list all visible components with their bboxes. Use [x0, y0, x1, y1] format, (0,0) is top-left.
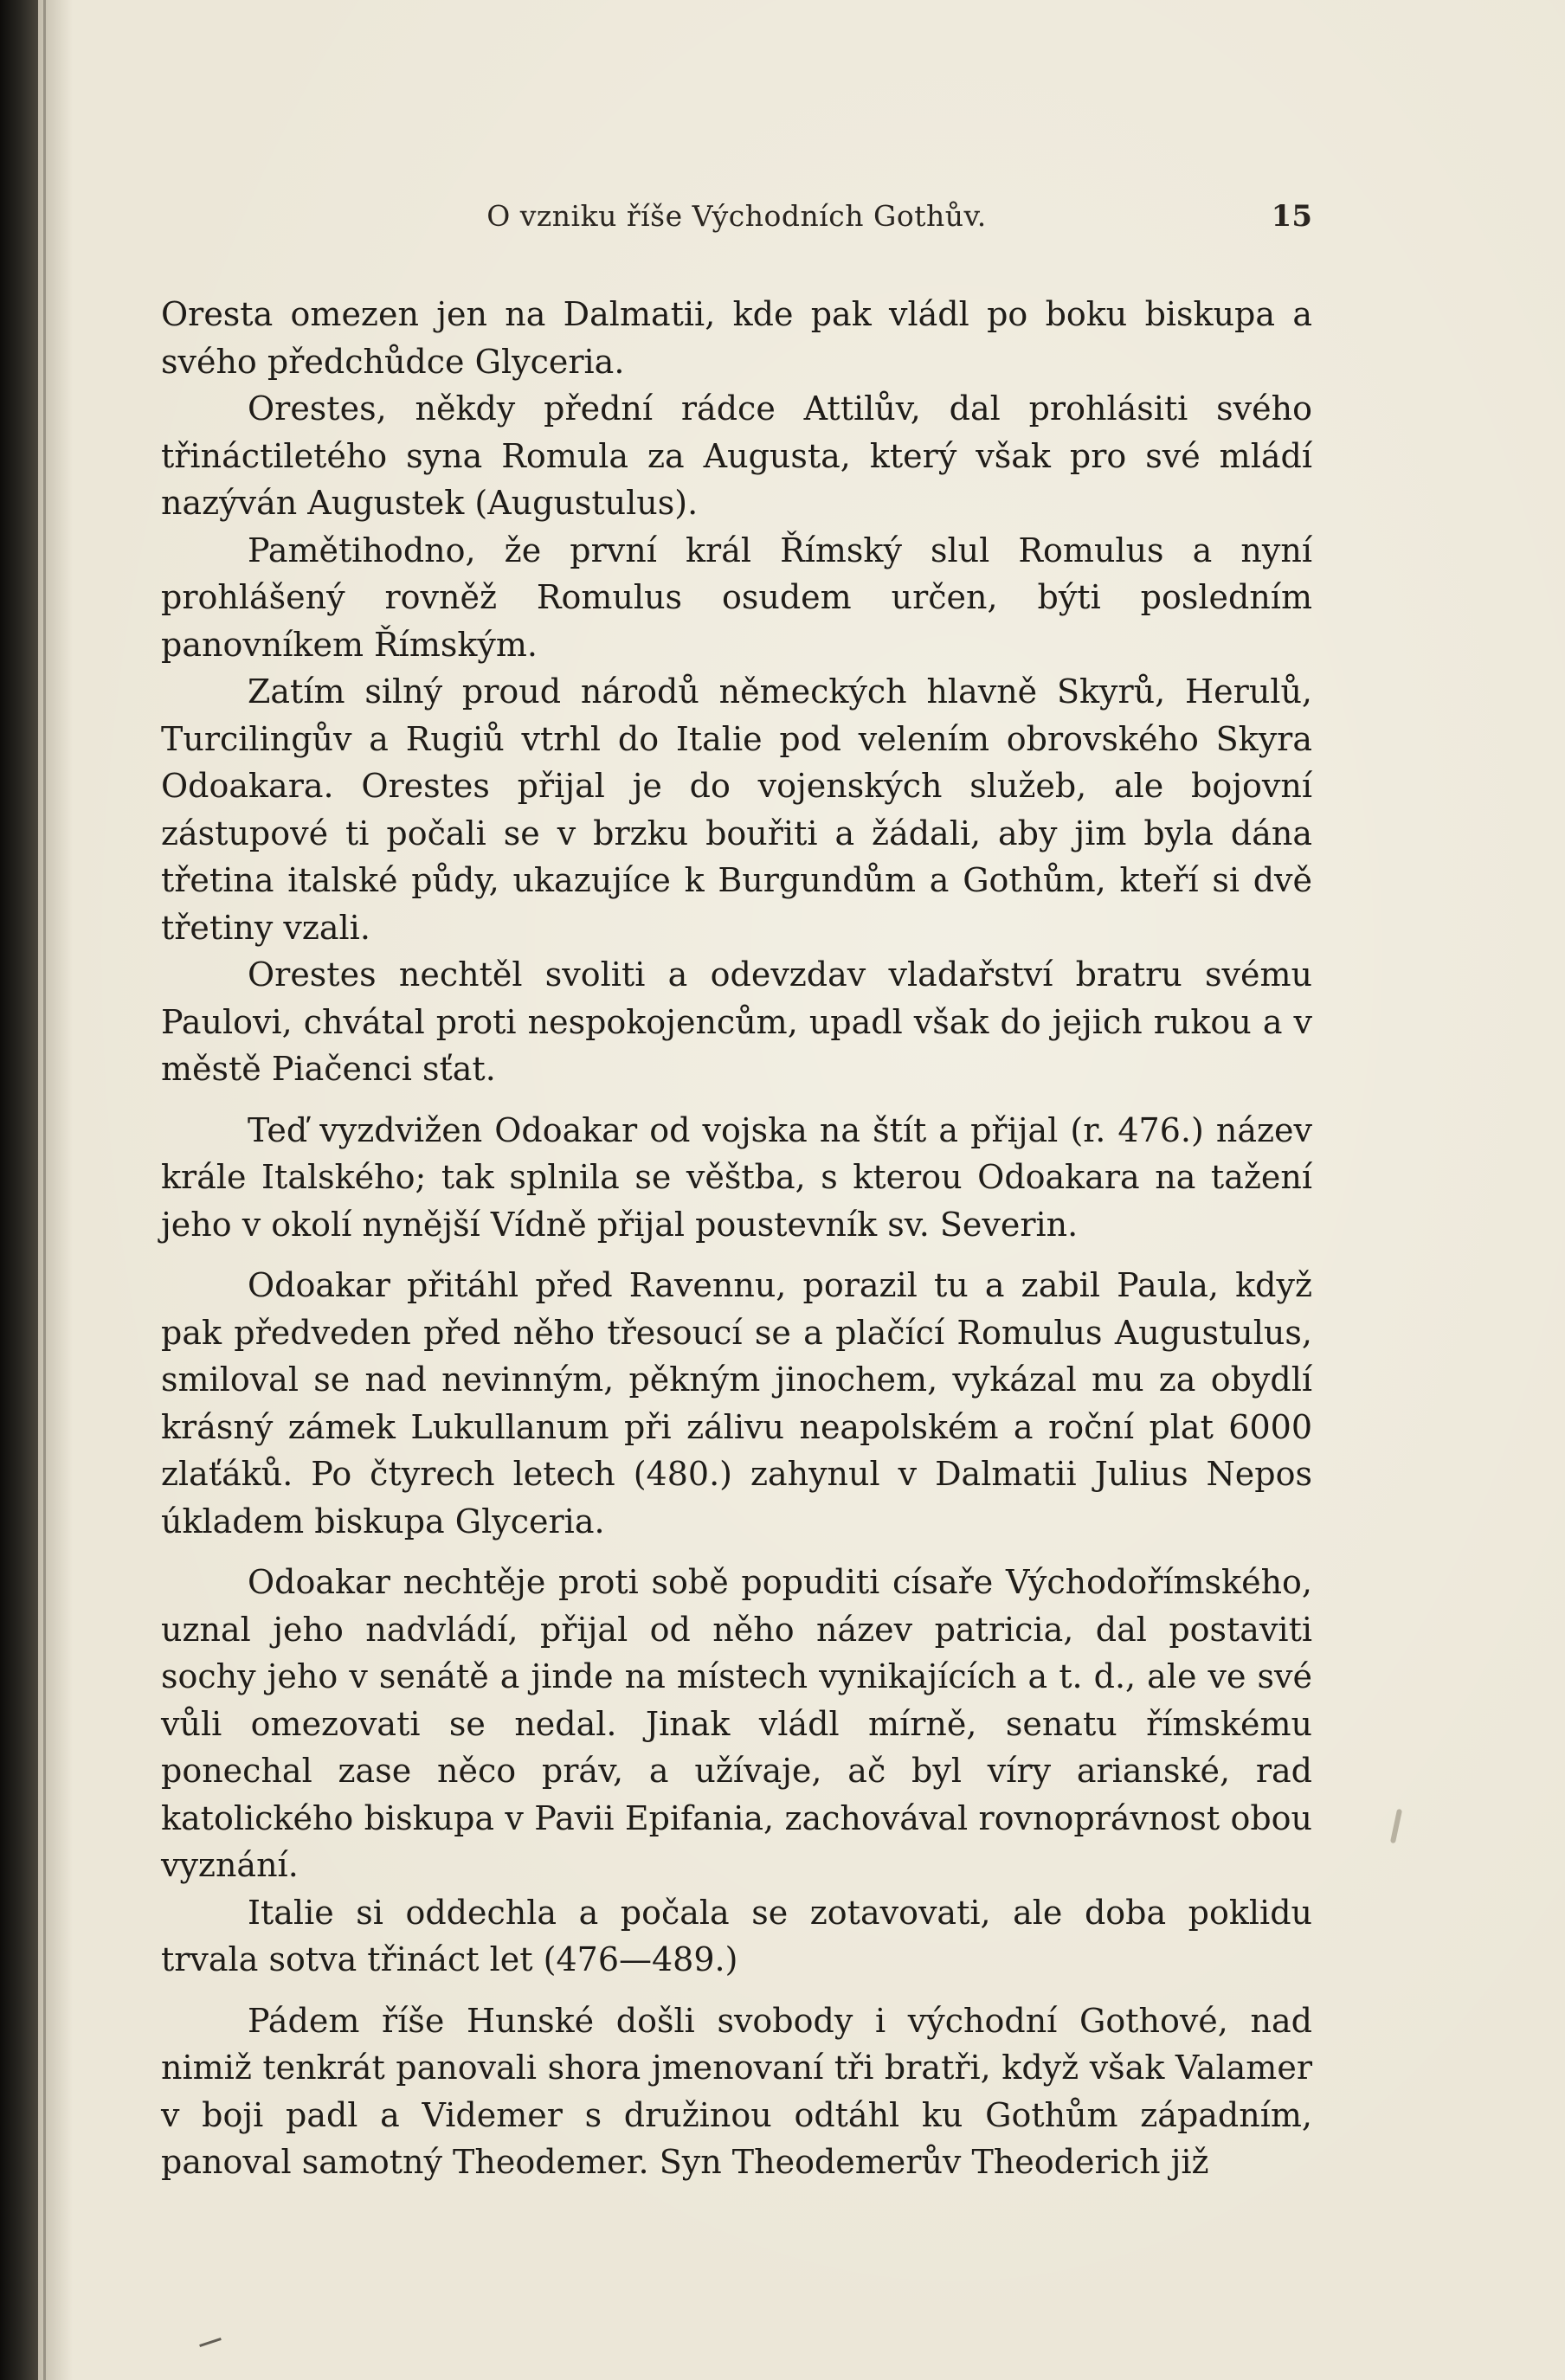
running-title: O vzniku říše Východních Gothův.: [486, 199, 987, 233]
paragraph: Teď vyzdvižen Odoakar od vojska na štít a přijal (r. 476.) název krále Italského; tak splnila se věštba, s kterou Odoakara na tažení jeho v okolí nynější Vídně přijal poustevník sv. Severin.: [161, 1110, 1312, 1244]
page-number: 15: [1271, 199, 1312, 234]
body-text: [161, 291, 1312, 2186]
paragraph: Odoakar přitáhl před Ravennu, porazil tu a zabil Paula, když pak předveden před něho třesoucí se a plačící Romulus Augustulus, smiloval se nad nevinným, pěkným jinochem, vykázal mu za obydlí krásný zámek Lukullanum při zálivu neapolském a roční plat 6000 zlaťáků. Po čtyrech letech (480.) zahynul v Dalmatii Julius Nepos úkladem biskupa Glyceria.: [161, 1266, 1312, 1541]
paragraph: Orestes nechtěl svoliti a odevzdav vladařství bratru svému Paulovi, chvátal proti nespokojencům, upadl však do jejich rukou a v městě Piačenci sťat.: [161, 955, 1312, 1088]
paragraph-continuation: Oresta omezen jen na Dalmatii, kde pak vládl po boku biskupa a svého předchůdce Glyceria.: [161, 295, 1312, 381]
paragraph: Pádem říše Hunské došli svobody i východní Gothové, nad nimiž tenkrát panovali shora jmenovaní tři bratři, když však Valamer v boji padl a Videmer s družinou odtáhl ku Gothům západním, panoval samotný Theodemer. Syn Theodemerův Theoderich již: [161, 2001, 1312, 2181]
paragraph: Italie si oddechla a počala se zotavovati, ale doba poklidu trvala sotva třináct let (476—489.): [161, 1893, 1312, 1978]
gutter-shadow: [43, 0, 46, 2380]
book-binding-edge: [0, 0, 38, 2380]
paragraph: Odoakar nechtěje proti sobě popuditi císaře Východořímského, uznal jeho nadvládí, přijal od něho název patricia, dal postaviti sochy jeho v senátě a jinde na místech vynikajících a t. d., ale ve své vůli omezovati se nedal. Jinak vládl mírně, senatu římskému ponechal zase něco práv, a užívaje, ač byl víry arianské, rad katolického biskupa v Pavii Epifania, zachovával rovnoprávnost obou vyznání.: [161, 1563, 1312, 1884]
paragraph: Zatím silný proud národů německých hlavně Skyrů, Herulů, Turcilingův a Rugiů vtrhl do Italie pod velením obrovského Skyra Odoakara. Orestes přijal je do vojenských služeb, ale bojovní zástupové ti počali se v brzku bouřiti a žádali, aby jim byla dána třetina italské půdy, ukazujíce k Burgundům a Gothům, kteří si dvě třetiny vzali.: [161, 672, 1312, 947]
paragraph: Orestes, někdy přední rádce Attilův, dal prohlásiti svého třináctiletého syna Romula za Augusta, který však pro své mládí nazýván Augustek (Augustulus).: [161, 389, 1312, 522]
running-header: [161, 195, 1312, 238]
paragraph: Pamětihodno, že první král Římský slul Romulus a nyní prohlášený rovněž Romulus osudem určen, býti posledním panovníkem Římským.: [161, 531, 1312, 664]
